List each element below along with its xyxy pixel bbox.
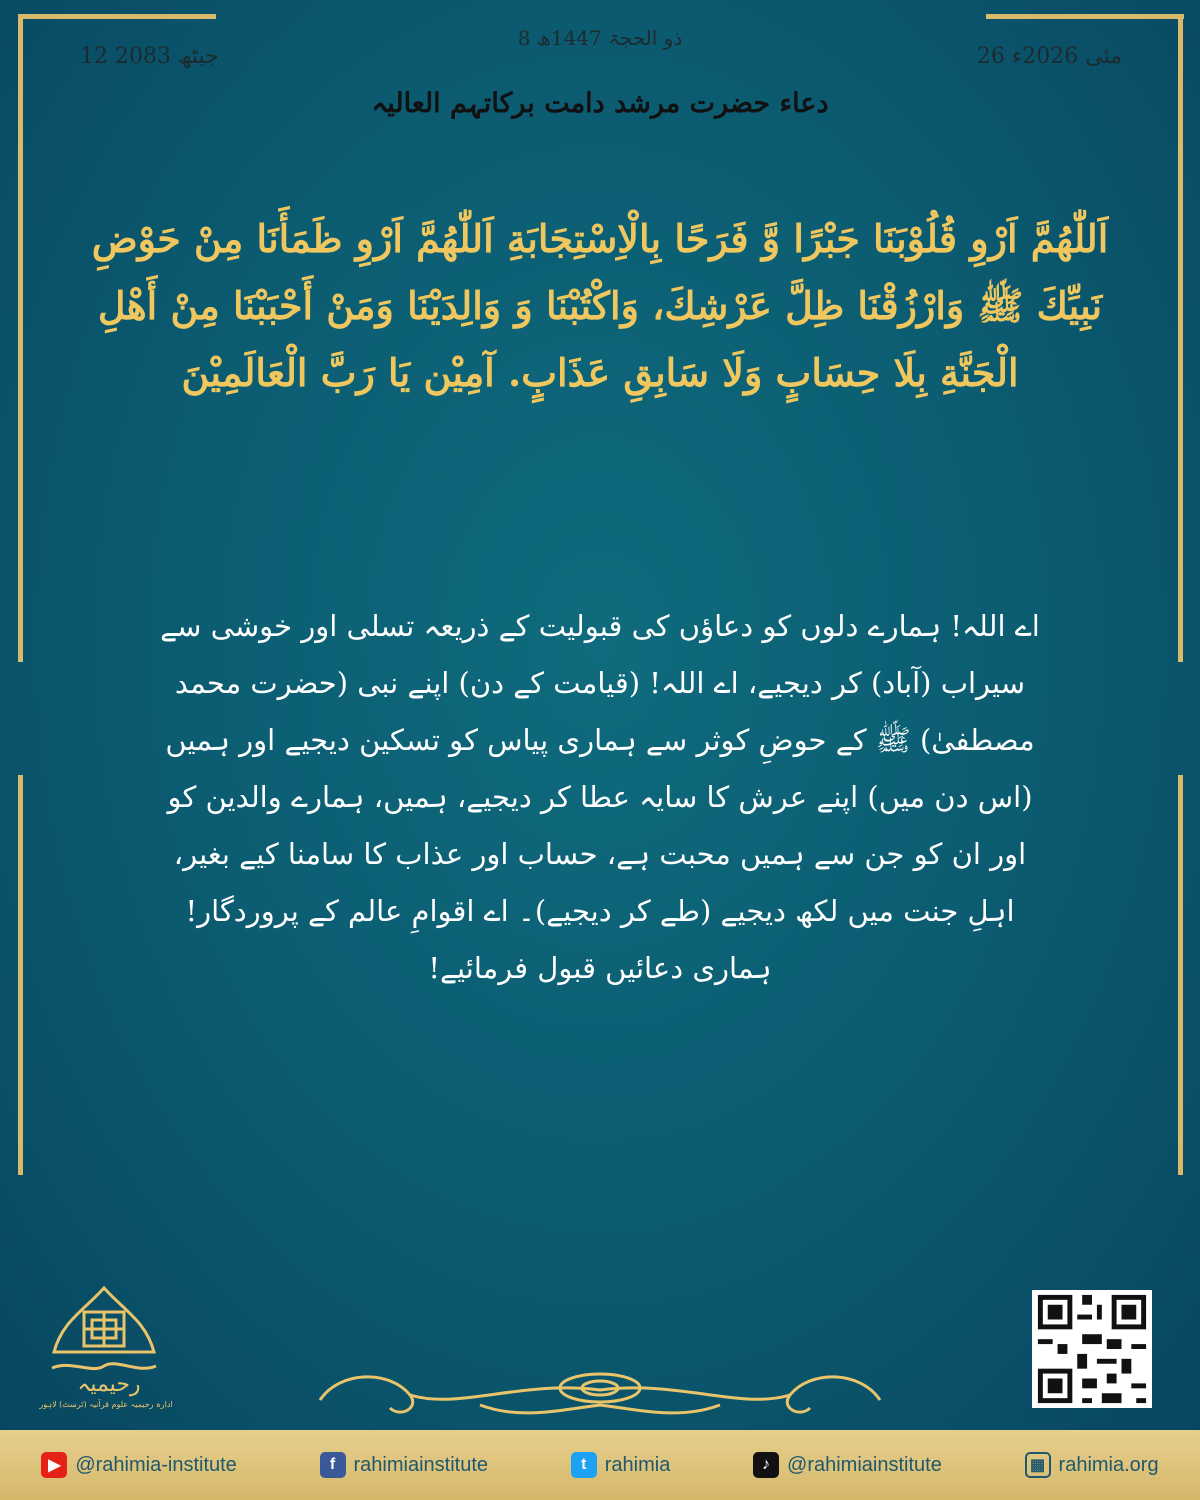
qr-code-icon — [1032, 1290, 1152, 1408]
youtube-icon: ▶ — [41, 1452, 67, 1478]
twitter-icon: t — [571, 1452, 597, 1478]
gregorian-date: 26 مئی 2026ء — [976, 44, 1122, 69]
web-qr-icon: ▦ — [1025, 1452, 1051, 1478]
facebook-link[interactable] — [320, 1452, 489, 1478]
ornament-swirl-icon — [300, 1360, 900, 1430]
decorative-ornament — [300, 1360, 900, 1430]
hijri-date: 8 ذو الحجۃ 1447ھ — [517, 26, 683, 50]
frame-left-lower — [18, 775, 23, 1175]
frame-right-lower — [1178, 775, 1183, 1175]
frame-top-right — [986, 14, 1184, 19]
twitter-handle: rahimia — [604, 1453, 671, 1476]
tiktok-icon: ♪ — [753, 1452, 779, 1478]
frame-top-left — [18, 14, 216, 19]
tiktok-link[interactable] — [753, 1452, 942, 1478]
footer-bar — [0, 1430, 1200, 1500]
logo-text: رحیمیہ — [77, 1372, 141, 1397]
youtube-handle: @rahimia-institute — [75, 1453, 237, 1476]
website-link[interactable] — [1025, 1452, 1159, 1478]
arabic-dua: اَللّٰهُمَّ اَرْوِ قُلُوْبَنَا جَبْرًا وَّ فَرَحًا بِالْاِسْتِجَابَةِ اَللّٰهُمَّ اَرْوِ ظَمَأَنَا مِنْ حَوْضِ نَبِيِّكَ ﷺ وَارْزُقْنَا ظِلَّ عَرْشِكَ، وَاكْتُبْنَا وَ وَالِدَيْنَا وَمَنْ أَحْبَبْنَا مِنْ أَهْلِ الْجَنَّةِ بِلَا حِسَابٍ وَلَا سَابِقِ عَذَابٍ. آمِيْن يَا رَبَّ الْعَالَمِيْنَ — [91, 216, 1109, 395]
facebook-icon: f — [320, 1452, 346, 1478]
logo-subtext: ادارہ رحیمیہ علوم قرآنیہ (ٹرسٹ) لاہور — [39, 1400, 173, 1409]
page-title: دعاء حضرت مرشد دامت برکاتہم العالیہ — [371, 88, 829, 119]
twitter-link[interactable] — [571, 1452, 671, 1478]
urdu-translation: اے اللہ! ہمارے دلوں کو دعاؤں کی قبولیت کے ذریعہ تسلی اور خوشی سے سیراب (آباد) کر دیجیے، اے اللہ! (قیامت کے دن) اپنے نبی (حضرت محمد مصطفیٰ) ﷺ کے حوضِ کوثر سے ہماری پیاس کو تسکین دیجیے اور ہمیں (اس دن میں) اپنے عرش کا سایہ عطا کر دیجیے، ہمیں، ہمارے والدین کو اور ان کو جن سے ہمیں محبت ہے، حساب اور عذاب کا سامنا کیے بغیر، اہلِ جنت میں لکھ دیجیے (طے کر دیجیے)۔ اے اقوامِ عالم کے پروردگار! ہماری دعائیں قبول فرمائیے! — [160, 609, 1040, 985]
qr-code[interactable] — [1032, 1290, 1152, 1408]
bikrami-date: 12 جیٹھ 2083 — [80, 44, 219, 69]
tiktok-handle: @rahimiainstitute — [787, 1453, 942, 1476]
youtube-link[interactable] — [41, 1452, 236, 1478]
website-url: rahimia.org — [1058, 1453, 1159, 1476]
facebook-handle: rahimiainstitute — [353, 1453, 489, 1476]
